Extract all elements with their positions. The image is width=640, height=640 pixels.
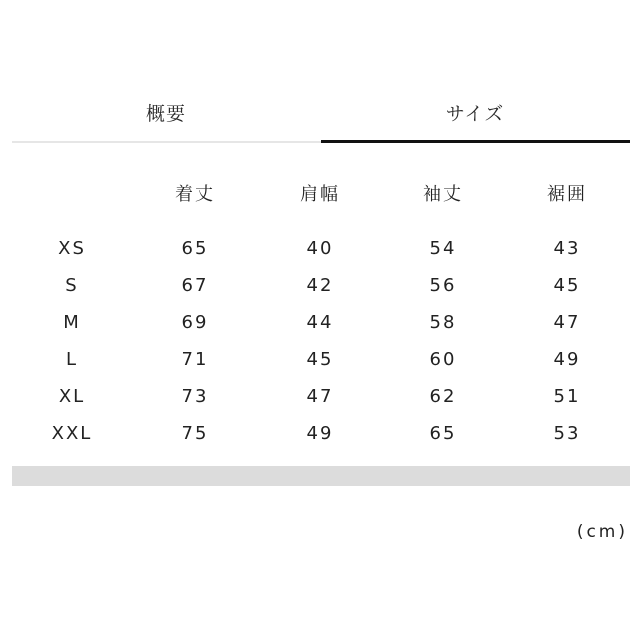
table-cell: 71 (181, 348, 209, 370)
table-cell: 54 (429, 237, 457, 259)
table-cell: 45 (306, 348, 334, 370)
header-cell-size (32, 178, 112, 208)
table-cell: 51 (553, 385, 581, 407)
table-cell: 47 (553, 311, 581, 333)
table-cell: 43 (553, 237, 581, 259)
table-cell: 67 (181, 274, 209, 296)
table-cell: 45 (553, 274, 581, 296)
table-cell: 56 (429, 274, 457, 296)
table-cell: 53 (553, 422, 581, 444)
table-cell: 49 (553, 348, 581, 370)
table-cell: 44 (306, 311, 334, 333)
table-cell: 75 (181, 422, 209, 444)
size-label-cell: S (65, 274, 79, 296)
table-cell: 65 (429, 422, 457, 444)
size-label-cell: L (65, 348, 79, 370)
tab-size[interactable]: サイズ (445, 102, 505, 125)
table-cell: 47 (306, 385, 334, 407)
unit-label: (cm) (576, 522, 628, 542)
active-tab-indicator (321, 140, 630, 143)
table-cell: 62 (429, 385, 457, 407)
tab-bar (12, 82, 630, 144)
header-cell-length: 着丈 (175, 184, 215, 205)
table-header-row (12, 178, 630, 208)
tab-overview[interactable]: 概要 (145, 102, 186, 125)
table-row (12, 307, 630, 337)
header-cell-sleeve: 袖丈 (423, 184, 463, 205)
table-cell: 73 (181, 385, 209, 407)
table-cell: 58 (429, 311, 457, 333)
table-row (12, 344, 630, 374)
table-cell: 49 (306, 422, 334, 444)
table-cell: 60 (429, 348, 457, 370)
table-row (12, 381, 630, 411)
table-cell: 69 (181, 311, 209, 333)
header-cell-hem: 裾囲 (547, 184, 587, 205)
size-label-cell: XL (58, 385, 86, 407)
table-cell: 42 (306, 274, 334, 296)
header-cell-shoulder: 肩幅 (300, 184, 340, 205)
size-label-cell: M (63, 311, 81, 333)
table-row (12, 418, 630, 448)
table-row (12, 233, 630, 263)
table-cell: 65 (181, 237, 209, 259)
size-label-cell: XS (58, 237, 86, 259)
size-label-cell: XXL (51, 422, 93, 444)
scrollbar-track[interactable] (12, 466, 630, 486)
table-cell: 40 (306, 237, 334, 259)
table-row (12, 270, 630, 300)
